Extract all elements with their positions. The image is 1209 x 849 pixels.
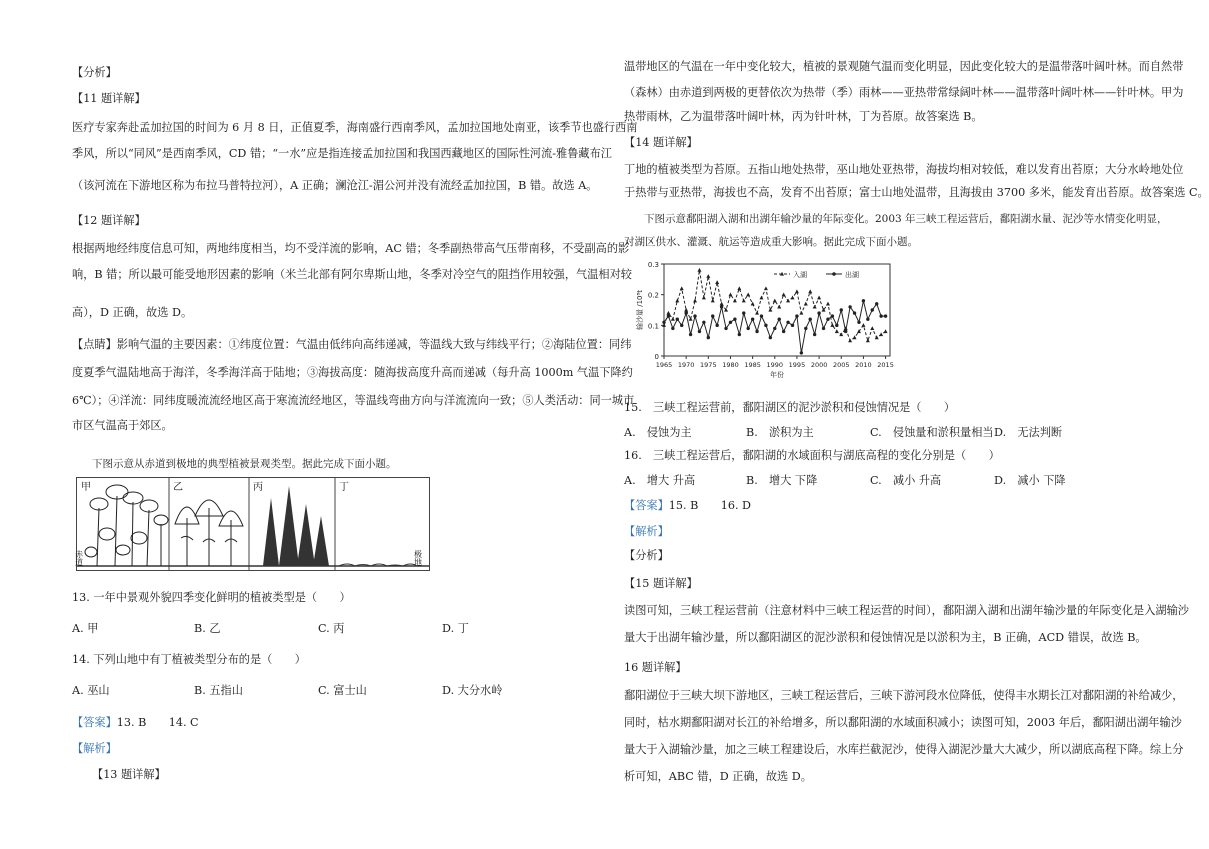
- data-point-outflow: [702, 321, 705, 324]
- y-tick-label: 0.1: [647, 322, 659, 331]
- data-point-outflow: [720, 305, 723, 308]
- analysis-label: 【解析】: [72, 742, 117, 755]
- q16-option-b: B. 增大 下降: [746, 474, 818, 487]
- q13-option-b: B. 乙: [194, 622, 221, 635]
- y-tick-label: 0.2: [647, 291, 659, 300]
- q16-option-d: D. 减小 下降: [994, 474, 1066, 487]
- answer-text-right: 15. B 16. D: [668, 499, 752, 512]
- right-text-line: 热带雨林，乙为温带落叶阔叶林，丙为针叶林，丁为苔原。故答案选 B。: [624, 110, 983, 123]
- left-text-line: 季风，所以“同风”是西南季风，CD 错；“一水”应是指连接孟加拉国和我国西藏地区的国际性河流-雅鲁藏布江: [72, 147, 612, 160]
- legend-label-outflow: 出湖: [845, 271, 859, 279]
- y-axis-label: 输沙量 /10⁸t: [636, 289, 644, 331]
- q14-option-c: C. 富士山: [318, 684, 367, 697]
- data-point-outflow: [715, 324, 718, 327]
- left-text-line: 度夏季气温陆地高于海洋，冬季海洋高于陆地；③海拔高度：随海拔高度升高而递减（每升高 1000m 气温下降约: [72, 366, 633, 379]
- q14-option-a: A. 巫山: [72, 684, 110, 697]
- q13-detail-heading: 【13 题详解】: [92, 768, 166, 781]
- data-point-outflow: [698, 330, 701, 333]
- data-point-inflow: [689, 317, 693, 321]
- data-point-outflow: [844, 330, 847, 333]
- q16-detail-line-1: 鄱阳湖位于三峡大坝下游地区，三峡工程运营后，三峡下游河段水位降低，使得丰水期长江对鄱阳湖的补给减少，: [624, 689, 1184, 702]
- conifer-forest-drawing: [263, 486, 329, 566]
- data-point-outflow: [693, 314, 696, 317]
- data-point-inflow: [684, 308, 688, 312]
- data-point-inflow: [706, 274, 710, 278]
- x-tick-label: 2000: [810, 361, 828, 369]
- figure-intro: 下图示意从赤道到极地的典型植被景观类型。据此完成下面小题。: [92, 458, 397, 470]
- data-point-inflow: [826, 302, 830, 306]
- data-point-inflow: [755, 311, 759, 315]
- data-point-outflow: [848, 305, 851, 308]
- data-point-outflow: [862, 299, 865, 302]
- deciduous-forest-drawing: [175, 500, 243, 566]
- fenxi-heading: 【分析】: [624, 549, 669, 562]
- left-text-line: 6℃）；④洋流：同纬度暖流流经地区高于寒流流经地区，等温线弯曲方向与洋流流向一致；⑤人类活动：同一城市: [72, 394, 635, 407]
- q14-option-d: D. 大分水岭: [442, 684, 503, 697]
- q13-stem: 13. 一年中景观外貌四季变化鲜明的植被类型是（ ）: [72, 591, 351, 604]
- data-point-outflow: [680, 324, 683, 327]
- data-point-inflow: [737, 286, 741, 290]
- left-text-line: 【12 题详解】: [72, 214, 146, 227]
- left-text-line: 市区气温高于郊区。: [72, 419, 173, 432]
- data-point-inflow: [746, 292, 750, 296]
- answer-text: 13. B 14. C: [116, 716, 199, 729]
- data-point-outflow: [857, 321, 860, 324]
- data-point-outflow: [738, 333, 741, 336]
- data-point-outflow: [826, 318, 829, 321]
- y-tick-label: 0: [654, 353, 659, 361]
- q15-detail-line-1: 读图可知，三峡工程运营前（注意材料中三峡工程运营的时间），鄱阳湖入湖和出湖年输沙量的年际变化是入湖输沙: [624, 604, 1189, 617]
- answer-row-15-16: [624, 493, 751, 519]
- data-point-outflow: [817, 311, 820, 314]
- x-tick-label: 2005: [832, 361, 850, 369]
- data-point-outflow: [778, 318, 781, 321]
- q15-option-b: B. 淤积为主: [746, 426, 814, 439]
- data-point-inflow: [884, 329, 888, 333]
- data-point-inflow: [870, 326, 874, 330]
- data-point-outflow: [729, 321, 732, 324]
- data-point-outflow: [773, 327, 776, 330]
- data-point-inflow: [751, 302, 755, 306]
- data-point-outflow: [786, 321, 789, 324]
- chart-intro-line-1: 下图示意鄱阳湖入湖和出湖年输沙量的年际变化。2003 年三峡工程运营后，鄱阳湖水量、泥沙等水情变化明显，: [644, 213, 1168, 225]
- left-text-line: 高），D 正确，故选 D。: [72, 306, 193, 319]
- data-point-inflow: [813, 305, 817, 309]
- data-point-outflow: [676, 318, 679, 321]
- data-point-outflow: [667, 314, 670, 317]
- vegetation-figure: [76, 477, 430, 571]
- data-point-inflow: [808, 289, 812, 293]
- data-point-outflow: [746, 327, 749, 330]
- x-tick-label: 1990: [766, 361, 784, 369]
- data-point-inflow: [764, 286, 768, 290]
- data-point-inflow: [666, 311, 670, 315]
- q15-option-d: D. 无法判断: [994, 426, 1063, 439]
- data-point-outflow: [782, 330, 785, 333]
- right-text-line: 【14 题详解】: [624, 136, 698, 149]
- q16-option-a: A. 增大 升高: [624, 474, 696, 487]
- analysis-label-right: 【解析】: [624, 525, 669, 538]
- data-point-inflow: [742, 299, 746, 303]
- data-point-inflow: [795, 289, 799, 293]
- data-point-inflow: [675, 299, 679, 303]
- label-bing: 丙: [253, 482, 263, 493]
- data-point-inflow: [728, 292, 732, 296]
- vegetation-svg: [74, 478, 429, 570]
- data-point-inflow: [782, 292, 786, 296]
- data-point-outflow: [871, 308, 874, 311]
- q16-detail-line-3: 量大于入湖输沙量，加之三峡工程建设后，水库拦截泥沙，使得入湖泥沙量大大减少，所以湖底高程下降。综上分: [624, 743, 1184, 756]
- sediment-chart: [624, 256, 896, 380]
- answer-label-right: 【答案】: [624, 499, 669, 512]
- q16-option-c: C. 减小 升高: [870, 474, 942, 487]
- sediment-chart-svg: [624, 256, 896, 380]
- data-point-outflow: [800, 351, 803, 354]
- data-point-inflow: [759, 296, 763, 300]
- q16-detail-line-4: 析可知，ABC 错，D 正确，故选 D。: [624, 770, 812, 783]
- data-point-outflow: [795, 314, 798, 317]
- data-point-outflow: [831, 314, 834, 317]
- data-point-outflow: [760, 314, 763, 317]
- q16-stem: 16. 三峡工程运营后，鄱阳湖的水域面积与湖底高程的变化分别是（ ）: [624, 449, 1000, 462]
- q16-detail-heading: 16 题详解】: [624, 661, 687, 674]
- data-point-inflow: [720, 302, 724, 306]
- left-text-line: （该河流在下游地区称为布拉马普特拉河），A 正确；澜沧江-湄公河并没有流经孟加拉国，B 错。故选 A。: [72, 179, 598, 192]
- data-point-inflow: [777, 305, 781, 309]
- data-point-outflow: [707, 336, 710, 339]
- data-point-inflow: [866, 338, 870, 342]
- data-point-outflow: [671, 327, 674, 330]
- data-point-inflow: [773, 299, 777, 303]
- q15-option-a: A. 侵蚀为主: [624, 426, 692, 439]
- x-tick-label: 1985: [744, 361, 761, 369]
- label-jia: 甲: [81, 482, 91, 493]
- x-tick-label: 2015: [877, 361, 894, 369]
- data-point-inflow: [697, 268, 701, 272]
- right-text-line: （森林）由赤道到两极的更替依次为热带（季）雨林——亚热带常绿阔叶林——温带落叶阔叶林——针叶林。甲为: [624, 86, 1184, 99]
- data-point-inflow: [879, 332, 883, 336]
- data-point-outflow: [733, 318, 736, 321]
- data-point-inflow: [839, 332, 843, 336]
- data-point-outflow: [689, 333, 692, 336]
- q14-option-b: B. 五指山: [194, 684, 243, 697]
- data-point-inflow: [768, 308, 772, 312]
- data-point-outflow: [853, 311, 856, 314]
- q16-detail-line-2: 同时，枯水期鄱阳湖对长江的补给增多，所以鄱阳湖的水域面积减小；读图可知，2003 年后，鄱阳湖出湖年输沙: [624, 716, 1182, 729]
- q13-option-d: D. 丁: [442, 622, 469, 635]
- data-point-inflow: [680, 286, 684, 290]
- label-pole: 极地: [413, 550, 423, 566]
- x-tick-label: 1970: [677, 361, 695, 369]
- left-text-line: 医疗专家奔赴孟加拉国的时间为 6 月 8 日，正值夏季，海南盛行西南季风，孟加拉国地处南亚，该季节也盛行西南: [72, 121, 638, 134]
- data-point-outflow: [875, 302, 878, 305]
- data-point-outflow: [764, 324, 767, 327]
- answer-row-13-14: [72, 710, 199, 736]
- x-tick-label: 1980: [722, 361, 739, 369]
- left-text-line: 【11 题详解】: [72, 92, 146, 105]
- data-point-outflow: [742, 311, 745, 314]
- data-point-inflow: [861, 323, 865, 327]
- label-ding: 丁: [339, 482, 349, 493]
- data-point-inflow: [733, 299, 737, 303]
- q13-option-c: C. 丙: [318, 622, 345, 635]
- q15-stem: 15. 三峡工程运营前，鄱阳湖区的泥沙淤积和侵蚀情况是（ ）: [624, 401, 956, 414]
- left-text-line: 响，B 错；所以最可能受地形因素的影响（米兰北部有阿尔卑斯山地，冬季对冷空气的阻挡作用较强，气温相对较: [72, 268, 632, 281]
- data-point-outflow: [662, 321, 665, 324]
- data-point-inflow: [799, 311, 803, 315]
- data-point-outflow: [684, 311, 687, 314]
- x-tick-label: 2010: [855, 361, 872, 369]
- data-point-inflow: [671, 317, 675, 321]
- answer-label: 【答案】: [72, 716, 117, 729]
- right-text-line: 温带地区的气温在一年中变化较大，植被的景观随气温而变化明显，因此变化较大的是温带落叶阔叶林。而自然带: [624, 60, 1184, 73]
- data-point-outflow: [866, 318, 869, 321]
- data-point-outflow: [822, 327, 825, 330]
- data-point-outflow: [751, 318, 754, 321]
- data-point-inflow: [835, 329, 839, 333]
- data-point-inflow: [786, 299, 790, 303]
- data-point-inflow: [693, 299, 697, 303]
- data-point-inflow: [875, 335, 879, 339]
- label-yi: 乙: [173, 482, 183, 493]
- x-tick-label: 1995: [788, 361, 806, 369]
- data-point-outflow: [791, 324, 794, 327]
- x-axis-label: 年份: [770, 371, 784, 379]
- data-point-outflow: [813, 333, 816, 336]
- right-text-line: 于热带与亚热带，海拔也不高，发育不出苔原；富士山地处温带，且海拔由 3700 多米，能发育出苔原。故答案选 C。: [624, 186, 1209, 199]
- label-equator: 赤道: [74, 550, 84, 566]
- data-point-outflow: [840, 308, 843, 311]
- data-point-inflow: [711, 299, 715, 303]
- data-point-inflow: [853, 335, 857, 339]
- x-tick-label: 1965: [655, 361, 673, 369]
- q13-option-a: A. 甲: [72, 622, 99, 635]
- data-point-outflow: [879, 314, 882, 317]
- left-text-line: 根据两地经纬度信息可知，两地纬度相当，均不受洋流的影响，AC 错；冬季副热带高气压带南移，不受副高的影: [72, 242, 630, 255]
- data-point-inflow: [848, 338, 852, 342]
- data-point-outflow: [724, 327, 727, 330]
- rainforest-drawing: [85, 485, 168, 566]
- q15-detail-heading: 【15 题详解】: [624, 577, 698, 590]
- left-text-line: 【点睛】影响气温的主要因素：①纬度位置：气温由低纬向高纬递减，等温线大致与纬线平行；②海陆位置：同纬: [72, 338, 632, 351]
- x-tick-label: 1975: [700, 361, 717, 369]
- data-point-outflow: [711, 314, 714, 317]
- data-point-inflow: [830, 323, 834, 327]
- legend-marker-outflow: [832, 272, 836, 276]
- data-point-inflow: [804, 302, 808, 306]
- legend-label-inflow: 入湖: [793, 271, 807, 279]
- y-tick-label: 0.3: [647, 261, 659, 269]
- data-point-outflow: [835, 324, 838, 327]
- data-point-outflow: [884, 314, 887, 317]
- data-point-outflow: [804, 327, 807, 330]
- right-text-line: 丁地的植被类型为苔原。五指山地处热带，巫山地处亚热带，海拔均相对较低，难以发育出苔原；大分水岭地处位: [624, 163, 1184, 176]
- chart-intro-line-2: 对湖区供水、灌溉、航运等造成重大影响。据此完成下面小题。: [624, 236, 918, 248]
- q14-stem: 14. 下列山地中有丁植被类型分布的是（ ）: [72, 653, 306, 666]
- q15-option-c: C. 侵蚀量和淤积量相当: [870, 426, 994, 439]
- data-point-inflow: [715, 280, 719, 284]
- data-point-inflow: [817, 296, 821, 300]
- data-point-outflow: [809, 318, 812, 321]
- q15-detail-line-2: 量大于出湖年输沙量，所以鄱阳湖区的泥沙淤积和侵蚀情况是以淤积为主，B 正确，ACD 错误，故选 B。: [624, 631, 1147, 644]
- data-point-inflow: [702, 296, 706, 300]
- data-point-outflow: [769, 336, 772, 339]
- left-text-line: 【分析】: [72, 66, 117, 79]
- data-point-inflow: [791, 296, 795, 300]
- data-point-outflow: [755, 330, 758, 333]
